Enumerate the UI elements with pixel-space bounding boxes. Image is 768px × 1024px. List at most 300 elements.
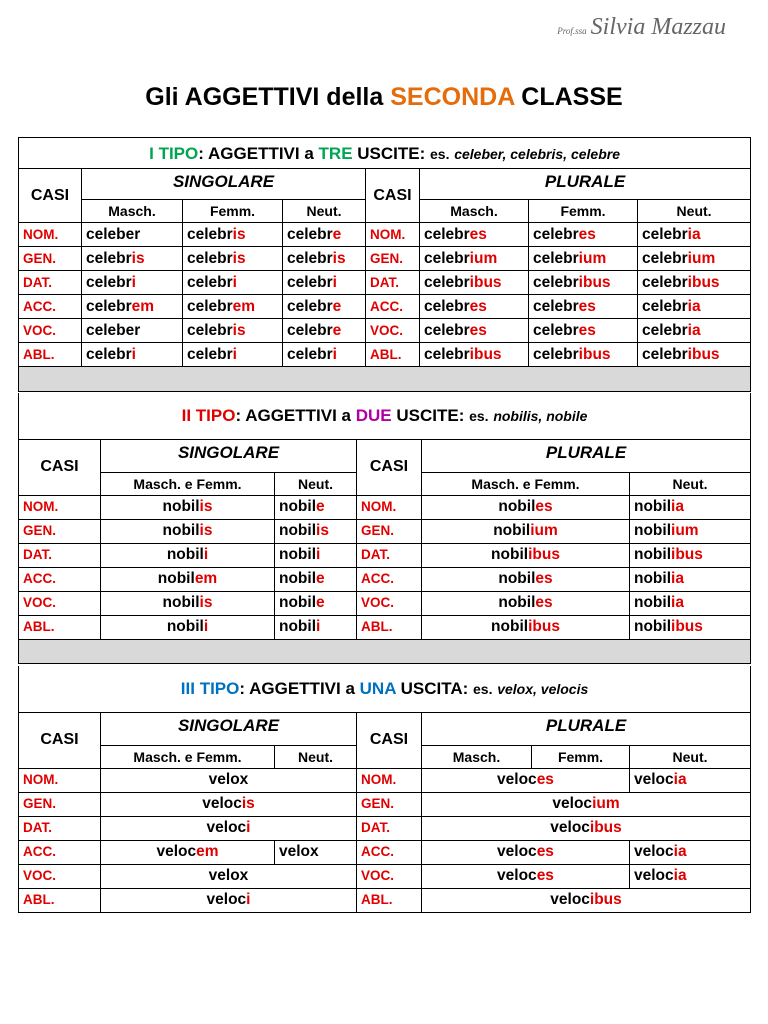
table-row [19, 343, 751, 367]
form-stem: celebr [86, 297, 132, 315]
tipo2-num: DUE [355, 406, 392, 426]
form-cell [275, 567, 357, 591]
form-ending: es [535, 570, 553, 588]
form-stem: velox [208, 771, 249, 789]
form-ending: i [316, 618, 321, 636]
form-stem: celeber [86, 321, 141, 339]
form-cell [101, 591, 275, 615]
form-cell [101, 888, 357, 912]
form-stem: nobil [634, 594, 672, 612]
form-stem: nobil [634, 498, 672, 516]
case-label: NOM. [19, 223, 82, 247]
case-label: DAT. [357, 816, 422, 840]
form-cell [422, 768, 630, 792]
form-stem: celebr [533, 273, 579, 291]
form-ending: e [316, 570, 325, 588]
form-stem: veloc [550, 819, 590, 837]
case-label: GEN. [357, 519, 422, 543]
form-cell [82, 343, 183, 367]
form-ending: i [246, 891, 251, 909]
form-cell [82, 319, 183, 343]
form-stem: nobil [634, 522, 672, 540]
form-cell [183, 295, 283, 319]
case-label: DAT. [357, 543, 422, 567]
tipo3-casi-plur: CASI [357, 712, 422, 768]
column-header: Neut. [638, 200, 751, 223]
form-ending: ia [673, 771, 687, 789]
form-cell [101, 792, 357, 816]
case-label: ACC. [366, 295, 420, 319]
case-label: NOM. [357, 495, 422, 519]
tipo1-header [19, 138, 751, 169]
column-header: Masch. e Femm. [422, 472, 630, 495]
form-ending: i [131, 345, 136, 363]
form-stem: veloc [156, 843, 197, 861]
column-header: Neut. [630, 472, 751, 495]
tipo3-casi-sing: CASI [19, 712, 101, 768]
form-stem: nobil [162, 522, 200, 540]
form-cell [638, 295, 751, 319]
form-cell [275, 840, 357, 864]
column-header: Neut. [283, 200, 366, 223]
form-ending: es [469, 225, 487, 243]
case-label: VOC. [357, 591, 422, 615]
form-ending: ium [469, 249, 498, 267]
form-ending: es [536, 867, 554, 885]
tipo2-casi-sing: CASI [19, 439, 101, 495]
form-ending: i [232, 345, 237, 363]
form-ending: ia [673, 867, 687, 885]
form-ending: em [196, 843, 219, 861]
form-cell [420, 295, 529, 319]
table-row [19, 223, 751, 247]
form-cell [529, 319, 638, 343]
form-ending: ibus [578, 345, 611, 363]
form-cell [630, 840, 751, 864]
form-stem: nobil [157, 570, 195, 588]
form-ending: em [131, 297, 155, 315]
form-ending: ia [687, 225, 701, 243]
column-header: Masch. [420, 200, 529, 223]
form-ending: i [332, 273, 337, 291]
tipo1-casi-plur: CASI [366, 169, 420, 223]
form-stem: celebr [424, 321, 470, 339]
form-ending: ibus [578, 273, 611, 291]
case-label: NOM. [19, 768, 101, 792]
form-cell [275, 543, 357, 567]
form-ending: ia [671, 570, 684, 588]
form-stem: celebr [287, 249, 333, 267]
case-label: GEN. [366, 247, 420, 271]
form-cell [101, 543, 275, 567]
tipo2-es: es. [469, 408, 489, 425]
case-label: ABL. [19, 888, 101, 912]
form-ending: ia [687, 297, 701, 315]
form-cell [422, 567, 630, 591]
form-ending: es [536, 771, 554, 789]
tipo1-tipo: I TIPO [149, 143, 199, 163]
form-cell [529, 271, 638, 295]
form-stem: celebr [424, 273, 470, 291]
form-cell [101, 567, 275, 591]
form-stem: nobil [498, 570, 536, 588]
case-label: ABL. [19, 615, 101, 639]
form-cell [422, 519, 630, 543]
case-label: GEN. [19, 247, 82, 271]
tipo3-singolare: SINGOLARE [101, 712, 357, 745]
tipo3-plurale: PLURALE [422, 712, 751, 745]
form-ending: is [131, 249, 145, 267]
tipo3-example: velox, velocis [497, 681, 589, 698]
form-stem: nobil [279, 546, 317, 564]
form-stem: veloc [550, 891, 590, 909]
form-cell [101, 519, 275, 543]
case-label: ACC. [19, 567, 101, 591]
tipo2-casi-plur: CASI [357, 439, 422, 495]
column-header: Masch. [422, 745, 532, 768]
form-ending: i [316, 546, 321, 564]
form-stem: celebr [187, 249, 233, 267]
form-stem: celebr [533, 345, 579, 363]
form-stem: veloc [497, 867, 537, 885]
form-stem: celebr [642, 249, 688, 267]
table-row [19, 567, 751, 591]
form-cell [529, 223, 638, 247]
form-ending: es [535, 498, 553, 516]
column-header: Femm. [532, 745, 630, 768]
form-ending: i [232, 273, 237, 291]
form-cell [420, 319, 529, 343]
form-ending: ium [687, 249, 716, 267]
form-stem: celebr [533, 297, 579, 315]
form-ending: ibus [528, 546, 560, 564]
table-row [19, 888, 751, 912]
title-part3: CLASSE [521, 83, 623, 111]
form-cell [82, 247, 183, 271]
form-ending: is [199, 498, 213, 516]
form-stem: veloc [634, 771, 674, 789]
form-stem: nobil [634, 570, 672, 588]
form-ending: is [232, 321, 246, 339]
form-ending: e [316, 498, 325, 516]
form-cell [82, 223, 183, 247]
form-cell [638, 223, 751, 247]
form-cell [283, 319, 366, 343]
form-stem: veloc [202, 795, 242, 813]
form-cell [630, 768, 751, 792]
form-stem: celebr [187, 273, 233, 291]
form-stem: celebr [287, 297, 333, 315]
case-label: GEN. [357, 792, 422, 816]
form-stem: celebr [642, 297, 688, 315]
form-ending: ium [530, 522, 558, 540]
tipo2-label1: : AGGETTIVI a [235, 406, 351, 426]
form-cell [422, 495, 630, 519]
form-cell [82, 295, 183, 319]
case-label: DAT. [366, 271, 420, 295]
form-ending: ibus [528, 618, 560, 636]
case-label: DAT. [19, 816, 101, 840]
tipo2-plurale: PLURALE [422, 439, 751, 472]
form-stem: celebr [424, 225, 470, 243]
form-cell [630, 591, 751, 615]
tipo1-singolare: SINGOLARE [82, 169, 366, 200]
table-row [19, 816, 751, 840]
author-signature [557, 14, 726, 41]
case-label: VOC. [19, 591, 101, 615]
case-label: ACC. [19, 840, 101, 864]
title-part1: Gli AGGETTIVI della [145, 83, 384, 111]
case-label: DAT. [19, 543, 101, 567]
table-row [19, 864, 751, 888]
form-stem: nobil [279, 618, 317, 636]
table-row [19, 271, 751, 295]
form-ending: ibus [687, 273, 720, 291]
form-cell [283, 295, 366, 319]
form-cell [638, 319, 751, 343]
table-tipo1 [18, 137, 751, 392]
column-header: Masch. e Femm. [101, 472, 275, 495]
form-cell [183, 319, 283, 343]
case-label: ACC. [357, 840, 422, 864]
form-stem: celebr [287, 273, 333, 291]
form-ending: i [131, 273, 136, 291]
form-ending: ium [671, 522, 699, 540]
table-row [19, 319, 751, 343]
table-tipo3 [18, 666, 751, 913]
case-label: ACC. [357, 567, 422, 591]
table-row [19, 247, 751, 271]
form-cell [82, 271, 183, 295]
tipo1-casi-sing: CASI [19, 169, 82, 223]
table-row [19, 792, 751, 816]
separator [19, 639, 751, 663]
case-label: ABL. [366, 343, 420, 367]
case-label: DAT. [19, 271, 82, 295]
form-stem: nobil [162, 498, 200, 516]
form-stem: celebr [86, 273, 132, 291]
tipo1-example: celeber, celebris, celebre [454, 145, 620, 162]
column-header: Neut. [275, 745, 357, 768]
form-ending: ium [592, 795, 620, 813]
form-ending: is [316, 522, 329, 540]
tipo2-header [19, 393, 751, 439]
form-stem: celebr [533, 321, 579, 339]
form-cell [183, 343, 283, 367]
form-stem: celebr [287, 345, 333, 363]
case-label: NOM. [366, 223, 420, 247]
form-cell [422, 591, 630, 615]
table-row [19, 591, 751, 615]
tipo2-label2: USCITE: [396, 406, 465, 426]
form-cell [101, 816, 357, 840]
form-cell [275, 495, 357, 519]
form-cell [422, 864, 630, 888]
form-ending: e [332, 321, 342, 339]
page-title [0, 83, 768, 112]
form-cell [283, 223, 366, 247]
form-stem: celebr [642, 345, 688, 363]
form-ending: es [578, 225, 596, 243]
form-stem: celebr [533, 225, 579, 243]
form-stem: celebr [86, 345, 132, 363]
form-stem: celeber [86, 225, 141, 243]
form-stem: nobil [491, 618, 529, 636]
column-header: Masch. [82, 200, 183, 223]
form-ending: i [203, 618, 209, 636]
form-cell [420, 247, 529, 271]
tipo1-label1: : AGGETTIVI a [198, 143, 314, 163]
form-stem: celebr [187, 345, 233, 363]
form-cell [422, 615, 630, 639]
form-stem: nobil [279, 570, 317, 588]
signature-prefix: Prof.ssa [557, 26, 587, 36]
title-part2: SECONDA [390, 83, 515, 111]
form-ending: e [332, 225, 342, 243]
form-stem: celebr [187, 297, 233, 315]
tipo3-num: UNA [359, 679, 396, 699]
table-row [19, 768, 751, 792]
form-stem: veloc [634, 867, 674, 885]
form-cell [183, 247, 283, 271]
table-row [19, 543, 751, 567]
form-stem: celebr [287, 321, 333, 339]
form-stem: veloc [634, 843, 674, 861]
form-cell [529, 343, 638, 367]
table-row [19, 519, 751, 543]
case-label: NOM. [19, 495, 101, 519]
form-cell [101, 840, 275, 864]
form-ending: ia [671, 594, 684, 612]
form-cell [420, 223, 529, 247]
tipo3-header [19, 666, 751, 712]
form-ending: es [578, 321, 596, 339]
tipo3-label2: USCITA: [400, 679, 469, 699]
tipo1-es: es. [430, 145, 450, 162]
form-ending: e [332, 297, 342, 315]
form-ending: es [535, 594, 553, 612]
form-cell [420, 343, 529, 367]
case-label: VOC. [366, 319, 420, 343]
form-stem: celebr [642, 225, 688, 243]
case-label: VOC. [19, 319, 82, 343]
separator [19, 367, 751, 392]
case-label: ABL. [357, 615, 422, 639]
form-stem: veloc [497, 771, 537, 789]
form-stem: nobil [634, 618, 672, 636]
form-cell [638, 247, 751, 271]
form-ending: ibus [671, 618, 703, 636]
form-cell [630, 615, 751, 639]
form-stem: nobil [498, 594, 536, 612]
case-label: ABL. [19, 343, 82, 367]
form-ending: is [241, 795, 255, 813]
form-cell [630, 519, 751, 543]
form-cell [422, 840, 630, 864]
form-cell [529, 247, 638, 271]
form-cell [630, 495, 751, 519]
tipo3-es: es. [473, 681, 493, 698]
form-ending: is [232, 249, 246, 267]
form-cell [275, 615, 357, 639]
form-stem: veloc [497, 843, 537, 861]
form-stem: nobil [162, 594, 200, 612]
tipo3-tipo: III TIPO [180, 679, 240, 699]
form-cell [183, 223, 283, 247]
form-stem: nobil [279, 594, 317, 612]
form-stem: velox [279, 843, 319, 861]
form-stem: celebr [642, 321, 688, 339]
form-ending: ia [687, 321, 701, 339]
form-stem: celebr [187, 321, 233, 339]
case-label: ABL. [357, 888, 422, 912]
form-stem: nobil [493, 522, 531, 540]
table-row [19, 495, 751, 519]
form-cell [422, 543, 630, 567]
form-ending: ia [671, 498, 684, 516]
form-cell [422, 888, 751, 912]
form-ending: ibus [469, 273, 502, 291]
tipo1-num: TRE [318, 143, 353, 163]
form-stem: veloc [206, 819, 247, 837]
tipo2-tipo: II TIPO [181, 406, 236, 426]
form-cell [422, 792, 751, 816]
form-cell [422, 816, 751, 840]
form-cell [420, 271, 529, 295]
form-ending: i [332, 345, 337, 363]
case-label: NOM. [357, 768, 422, 792]
column-header: Femm. [183, 200, 283, 223]
form-stem: celebr [424, 345, 470, 363]
form-stem: celebr [187, 225, 233, 243]
form-ending: ibus [671, 546, 703, 564]
tipo1-label2: USCITE: [357, 143, 426, 163]
signature-name: Silvia Mazzau [590, 14, 726, 40]
column-header: Masch. e Femm. [101, 745, 275, 768]
form-stem: nobil [634, 546, 672, 564]
case-label: VOC. [357, 864, 422, 888]
form-cell [638, 343, 751, 367]
form-stem: nobil [166, 546, 204, 564]
table-row [19, 295, 751, 319]
form-ending: ibus [469, 345, 502, 363]
table-row [19, 840, 751, 864]
form-ending: es [536, 843, 554, 861]
form-stem: veloc [552, 795, 593, 813]
form-ending: e [316, 594, 325, 612]
form-cell [529, 295, 638, 319]
form-stem: nobil [279, 522, 317, 540]
form-ending: ia [673, 843, 687, 861]
form-ending: i [203, 546, 209, 564]
form-ending: is [199, 522, 213, 540]
column-header: Neut. [275, 472, 357, 495]
form-stem: celebr [287, 225, 333, 243]
column-header: Femm. [529, 200, 638, 223]
form-ending: es [469, 321, 487, 339]
form-ending: em [232, 297, 256, 315]
form-cell [630, 543, 751, 567]
table-tipo2 [18, 393, 751, 664]
form-cell [283, 343, 366, 367]
form-cell [275, 591, 357, 615]
form-cell [638, 271, 751, 295]
case-label: VOC. [19, 864, 101, 888]
form-stem: nobil [279, 498, 317, 516]
form-cell [630, 864, 751, 888]
column-header: Neut. [630, 745, 751, 768]
form-stem: nobil [498, 498, 536, 516]
